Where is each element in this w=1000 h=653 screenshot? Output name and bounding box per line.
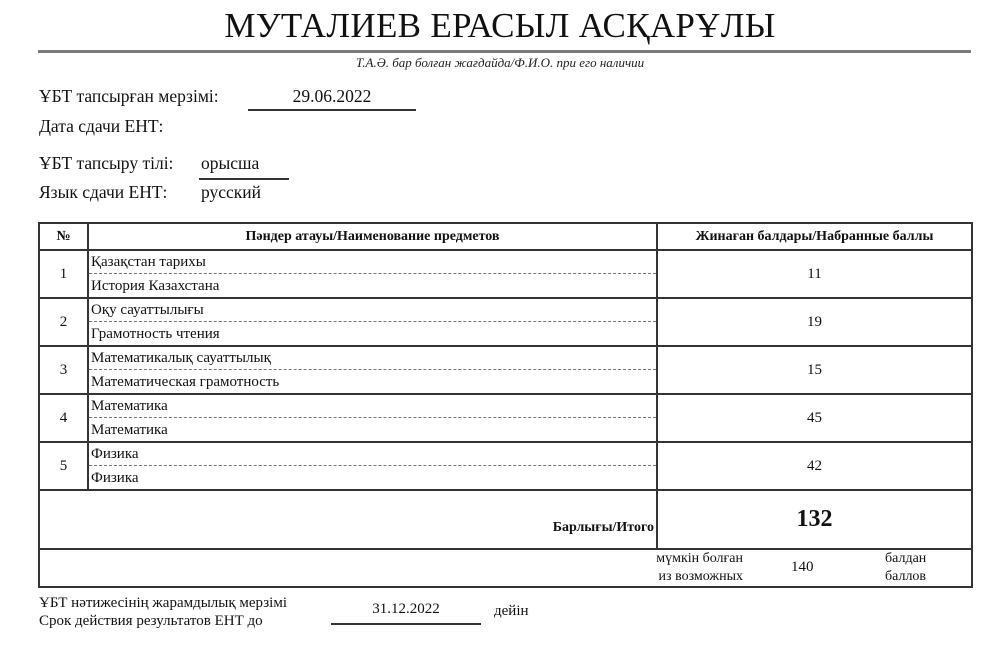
table-header-row — [39, 223, 972, 250]
exam-language-value-kz: орысша — [201, 153, 260, 173]
row-number: 4 — [39, 394, 88, 442]
table-row — [39, 442, 972, 490]
row-number: 3 — [39, 346, 88, 394]
subject-name-kz: Математика — [89, 395, 656, 418]
exam-language-label-kz: ҰБТ тапсыру тілі: — [39, 153, 174, 173]
subject-cell — [88, 394, 657, 442]
row-number: 2 — [39, 298, 88, 346]
possible-cell — [39, 549, 972, 587]
subject-name-kz: Оқу сауаттылығы — [89, 299, 656, 322]
validity-label — [39, 594, 287, 630]
subject-score: 19 — [657, 298, 972, 346]
total-row — [39, 490, 972, 549]
subject-score: 15 — [657, 346, 972, 394]
validity-date: 31.12.2022 — [372, 601, 440, 617]
subject-name-kz: Физика — [89, 443, 656, 466]
possible-prefix — [656, 550, 743, 586]
subject-name-ru: Математическая грамотность — [91, 374, 280, 390]
subject-score: 11 — [657, 250, 972, 298]
validity-label-ru: Срок действия результатов ЕНТ до — [39, 613, 263, 629]
table-row — [39, 394, 972, 442]
exam-language-underline — [199, 178, 289, 180]
row-number: 5 — [39, 442, 88, 490]
header-score: Жинаған балдары/Набранные баллы — [657, 223, 972, 250]
possible-suffix-ru: баллов — [885, 569, 927, 584]
possible-prefix-ru: из возможных — [658, 569, 743, 584]
total-label: Барлығы/Итого — [39, 490, 657, 549]
possible-max-score-value: 140 — [791, 559, 814, 575]
validity-suffix: дейін — [494, 603, 529, 619]
exam-date-label-kz: ҰБТ тапсырған мерзімі: — [39, 86, 219, 106]
student-full-name: МУТАЛИЕВ ЕРАСЫЛ АСҚАРҰЛЫ — [224, 6, 776, 45]
validity-label-kz: ҰБТ нәтижесінің жарамдылық мерзімі — [39, 595, 287, 611]
possible-prefix-kz: мүмкін болған — [656, 551, 743, 566]
subject-score: 42 — [657, 442, 972, 490]
name-caption: Т.А.Ә. бар болған жағдайда/Ф.И.О. при его наличии — [355, 55, 645, 70]
subject-cell — [88, 298, 657, 346]
subject-name-ru: История Казахстана — [91, 278, 220, 294]
table-row — [39, 346, 972, 394]
exam-date-underline — [248, 109, 416, 111]
subject-name-kz: Математикалық сауаттылық — [89, 347, 656, 370]
subject-score: 45 — [657, 394, 972, 442]
subject-name-kz: Қазақстан тарихы — [89, 251, 656, 274]
header-subject: Пәндер атауы/Наименование предметов — [88, 223, 657, 250]
exam-language-label-ru: Язык сдачи ЕНТ: — [39, 182, 168, 202]
exam-date-label-ru: Дата сдачи ЕНТ: — [39, 116, 164, 136]
table-row — [39, 250, 972, 298]
exam-language-value-ru: русский — [201, 182, 262, 202]
subject-cell — [88, 442, 657, 490]
table-row — [39, 298, 972, 346]
row-number: 1 — [39, 250, 88, 298]
subject-cell — [88, 250, 657, 298]
subject-name-ru: Физика — [91, 470, 139, 486]
subject-cell — [88, 346, 657, 394]
possible-suffix-kz: балдан — [885, 551, 927, 566]
validity-underline — [331, 623, 481, 625]
title-divider — [38, 50, 971, 53]
header-number: № — [39, 223, 88, 250]
exam-date-value: 29.06.2022 — [292, 86, 372, 106]
total-score: 132 — [657, 490, 972, 549]
possible-suffix — [885, 550, 926, 586]
subject-name-ru: Математика — [91, 422, 168, 438]
scores-table — [38, 222, 973, 588]
possible-row — [39, 549, 972, 587]
subject-name-ru: Грамотность чтения — [91, 326, 220, 342]
